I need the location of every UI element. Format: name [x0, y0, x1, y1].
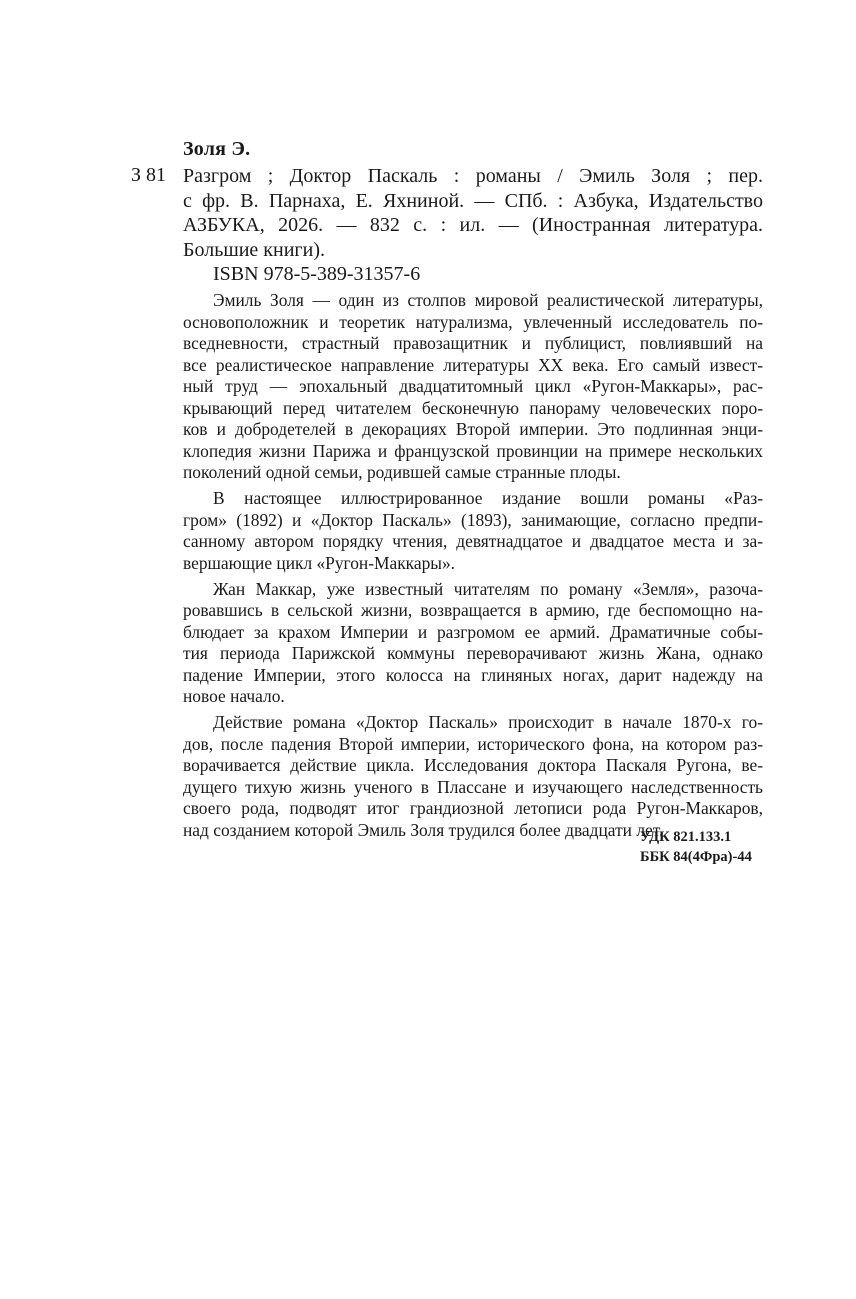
- annotation-line: санному автором порядку чтения, девятнадцатое и двадцатое места и за-: [183, 531, 763, 551]
- classification-codes: [640, 827, 752, 867]
- bibliographic-line: Разгром ; Доктор Паскаль : романы / Эмиль Золя ; пер.: [183, 165, 763, 187]
- annotation-line: дов, после падения Второй империи, исторического фона, на котором раз-: [183, 733, 763, 754]
- bibliographic-line: с фр. В. Парнаха, Е. Яхниной. — СПб. : Азбука, Издательство: [183, 189, 763, 212]
- annotation-line: ный труд — эпохальный двадцатитомный цикл «Ругон-Маккары», рас-: [183, 376, 763, 396]
- annotation-line: падение Империи, этого колосса на глиняных ногах, дарит надежду на: [183, 664, 763, 685]
- annotation-line: своего рода, подводят итог грандиозной летописи рода Ругон-Маккаров,: [183, 798, 763, 818]
- annotation-line: над созданием которой Эмиль Золя трудился более двадцати лет.: [183, 819, 664, 840]
- annotation-line: основоположник и теоретик натурализма, увлеченный исследователь по-: [183, 311, 763, 332]
- annotation: [183, 290, 763, 846]
- annotation-line: Действие романа «Доктор Паскаль» происходит в начале 1870-х го-: [213, 712, 763, 732]
- annotation-line: гром» (1892) и «Доктор Паскаль» (1893), занимающие, согласно предпи-: [183, 509, 763, 530]
- annotation-line: клопедия жизни Парижа и французской провинции на примере нескольких: [183, 440, 763, 461]
- annotation-line: ков и добродетелей в декорациях Второй империи. Это подлинная энци-: [183, 419, 763, 439]
- annotation-paragraph: [183, 579, 763, 708]
- annotation-line: ровавшись в сельской жизни, возвращается в армию, где беспомощно на-: [183, 600, 763, 620]
- annotation-paragraph: [183, 290, 763, 484]
- annotation-line: поколений одной семьи, родившей самые странные плоды.: [183, 462, 621, 482]
- annotation-line: дущего тихую жизнь ученого в Плассане и изучающего наследственность: [183, 776, 763, 797]
- annotation-line: новое начало.: [183, 686, 285, 706]
- annotation-line: все реалистическое направление литературы XX века. Его самый извест-: [183, 354, 763, 375]
- annotation-line: тия периода Парижской коммуны переворачивают жизнь Жана, однако: [183, 643, 763, 663]
- bibliographic-line: Большие книги).: [183, 238, 325, 261]
- author-sign: З 81: [131, 164, 167, 186]
- annotation-paragraph: [183, 712, 763, 841]
- udc-code: УДК 821.133.1: [640, 829, 732, 845]
- annotation-line: вершающие цикл «Ругон-Маккары».: [183, 552, 455, 573]
- annotation-paragraph: [183, 488, 763, 574]
- annotation-line: В настоящее иллюстрированное издание вошли романы «Раз-: [213, 488, 763, 508]
- annotation-line: Эмиль Золя — один из столпов мировой реалистической литературы,: [213, 290, 763, 310]
- bibliographic-line: АЗБУКА, 2026. — 832 с. : ил. — (Иностранная литература.: [183, 214, 763, 236]
- isbn: ISBN 978-5-389-31357-6: [213, 263, 421, 285]
- annotation-line: Жан Маккар, уже известный читателям по роману «Земля», разоча-: [213, 578, 763, 599]
- bibliographic-description: [183, 164, 763, 262]
- bbk-code: ББК 84(4Фра)-44: [640, 849, 752, 865]
- annotation-line: крывающий перед читателем бесконечную панораму человеческих поро-: [183, 397, 763, 418]
- annotation-line: ворачивается действие цикла. Исследования доктора Паскаля Ругона, ве-: [183, 755, 763, 775]
- annotation-line: вседневности, страстный правозащитник и публицист, повлиявший на: [183, 333, 763, 353]
- author-heading: Золя Э.: [183, 138, 251, 160]
- annotation-line: блюдает за крахом Империи и разгромом ее армий. Драматичные собы-: [183, 621, 763, 642]
